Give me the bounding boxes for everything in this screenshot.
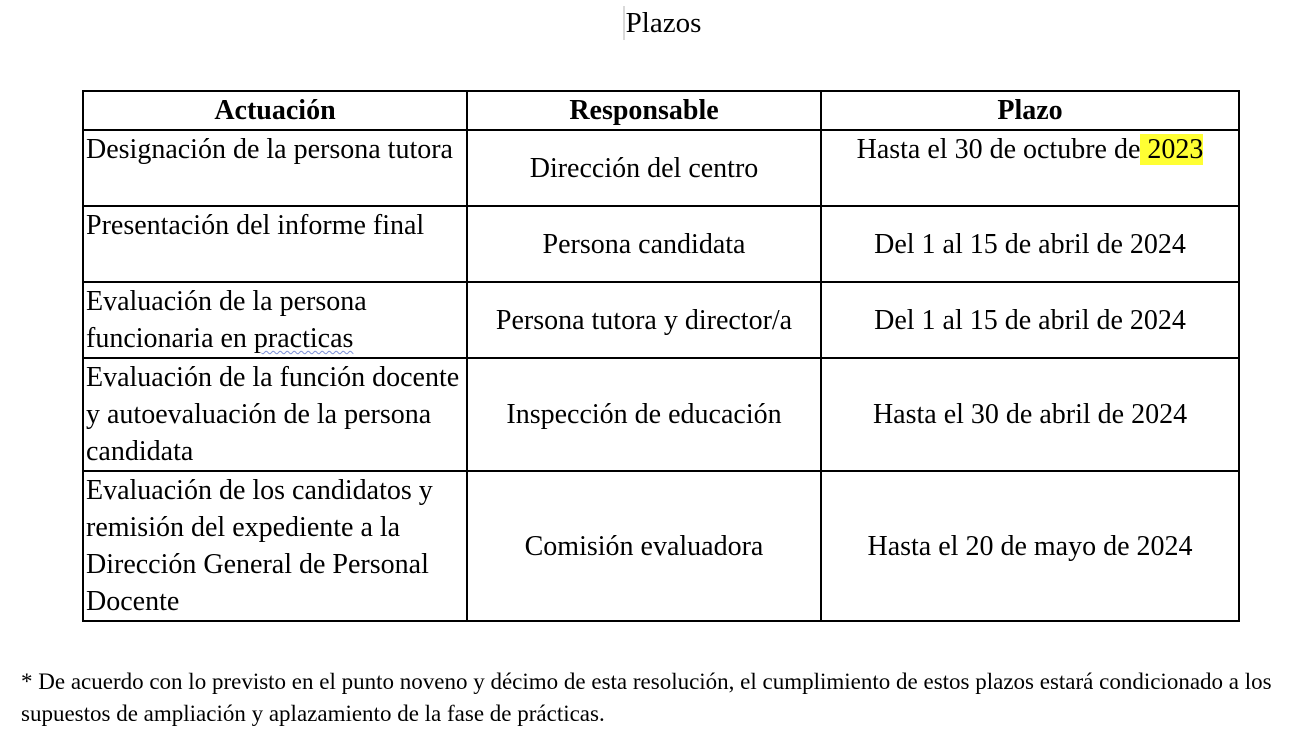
table-header-row	[83, 91, 1239, 130]
document-title	[0, 6, 1310, 40]
text-cursor	[623, 6, 625, 40]
cell-responsable: Persona candidata	[467, 206, 821, 282]
footnote: * De acuerdo con lo previsto en el punto noveno y décimo de esta resolución, el cumplimiento de estos plazos estará condicionado a los supuestos de ampliación y aplazamiento de la fase de prácticas.	[21, 669, 1272, 726]
title-text: Plazos	[625, 7, 702, 39]
table-row	[83, 206, 1239, 282]
cell-actuacion: Evaluación de la función docente y autoevaluación de la persona candidata	[83, 358, 467, 471]
cell-plazo: Hasta el 20 de mayo de 2024	[821, 471, 1239, 621]
deadlines-table	[82, 90, 1240, 622]
cell-actuacion: Designación de la persona tutora	[83, 130, 467, 206]
table-row	[83, 471, 1239, 621]
header-actuacion: Actuación	[83, 91, 467, 130]
highlighted-year: 2023	[1140, 134, 1204, 165]
cell-actuacion	[83, 282, 467, 358]
header-responsable: Responsable	[467, 91, 821, 130]
cell-plazo: Del 1 al 15 de abril de 2024	[821, 282, 1239, 358]
cell-responsable: Inspección de educación	[467, 358, 821, 471]
cell-responsable: Dirección del centro	[467, 130, 821, 206]
cell-plazo: Hasta el 30 de abril de 2024	[821, 358, 1239, 471]
table-row	[83, 130, 1239, 206]
cell-responsable: Persona tutora y director/a	[467, 282, 821, 358]
table-row	[83, 282, 1239, 358]
cell-actuacion: Evaluación de los candidatos y remisión del expediente a la Dirección General de Personal Docente	[83, 471, 467, 621]
cell-actuacion: Presentación del informe final	[83, 206, 467, 282]
cell-plazo: Del 1 al 15 de abril de 2024	[821, 206, 1239, 282]
table-row	[83, 358, 1239, 471]
cell-plazo	[821, 130, 1239, 206]
actuacion-text: Evaluación de la persona funcionaria en	[86, 286, 367, 354]
header-plazo: Plazo	[821, 91, 1239, 130]
plazo-text: Hasta el 30 de octubre de	[856, 134, 1141, 165]
cell-responsable: Comisión evaluadora	[467, 471, 821, 621]
spellcheck-flagged-word[interactable]: practicas	[253, 323, 354, 354]
